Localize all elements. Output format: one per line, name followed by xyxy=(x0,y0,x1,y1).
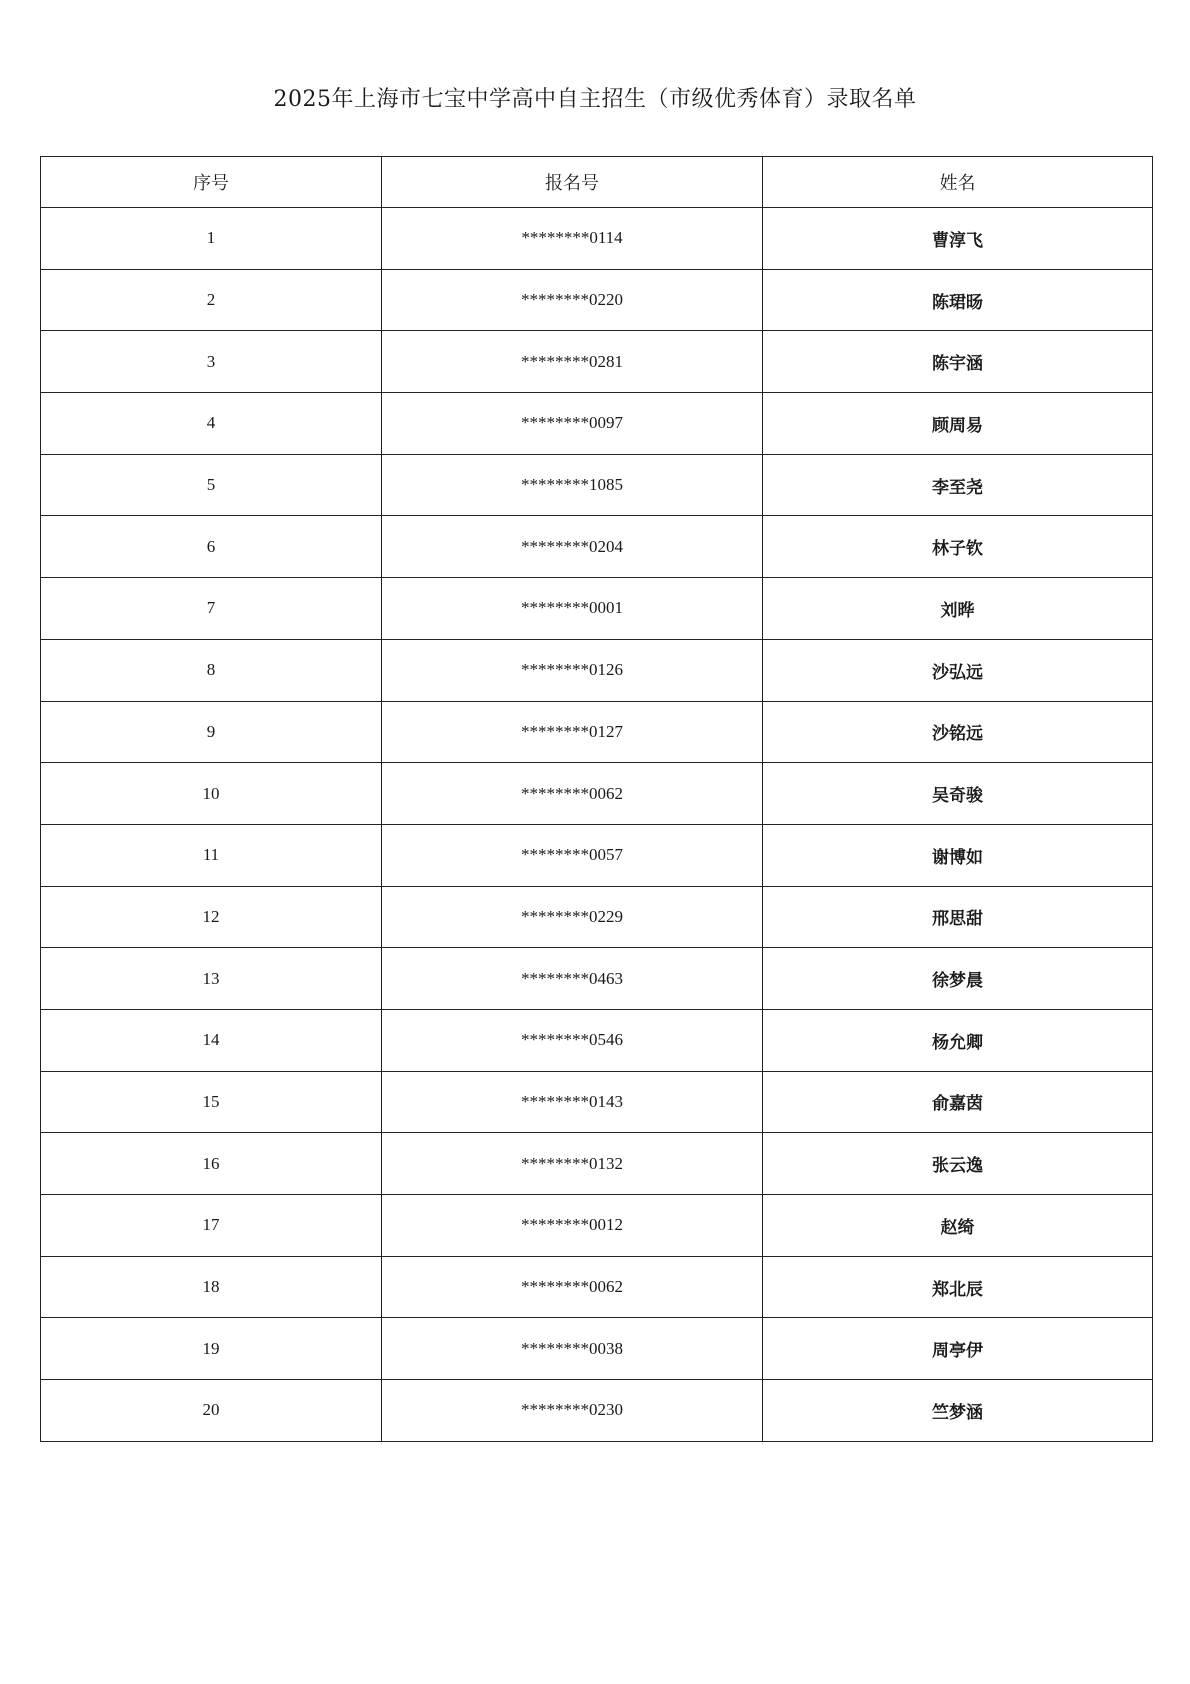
name-cell: 谢博如 xyxy=(763,824,1153,886)
seq-cell: 8 xyxy=(41,639,382,701)
seq-cell: 13 xyxy=(41,948,382,1010)
table-row xyxy=(41,948,1153,1010)
seq-cell: 16 xyxy=(41,1133,382,1195)
admission-table xyxy=(40,156,1153,1442)
table-row xyxy=(41,393,1153,455)
table-row xyxy=(41,331,1153,393)
name-cell: 张云逸 xyxy=(763,1133,1153,1195)
table-row xyxy=(41,763,1153,825)
seq-cell: 20 xyxy=(41,1380,382,1442)
seq-cell: 10 xyxy=(41,763,382,825)
regno-cell: ********0220 xyxy=(382,269,763,331)
name-cell: 李至尧 xyxy=(763,454,1153,516)
seq-cell: 5 xyxy=(41,454,382,516)
seq-cell: 12 xyxy=(41,886,382,948)
regno-cell: ********0143 xyxy=(382,1071,763,1133)
header-seq: 序号 xyxy=(41,157,382,208)
name-cell: 刘晔 xyxy=(763,578,1153,640)
name-cell: 俞嘉茵 xyxy=(763,1071,1153,1133)
name-cell: 陈宇涵 xyxy=(763,331,1153,393)
seq-cell: 1 xyxy=(41,208,382,270)
name-cell: 沙弘远 xyxy=(763,639,1153,701)
name-cell: 陈珺旸 xyxy=(763,269,1153,331)
seq-cell: 9 xyxy=(41,701,382,763)
table-row xyxy=(41,269,1153,331)
seq-cell: 2 xyxy=(41,269,382,331)
table-row xyxy=(41,516,1153,578)
seq-cell: 11 xyxy=(41,824,382,886)
table-row xyxy=(41,1380,1153,1442)
regno-cell: ********0463 xyxy=(382,948,763,1010)
regno-cell: ********0127 xyxy=(382,701,763,763)
table-row xyxy=(41,1256,1153,1318)
table-row xyxy=(41,1195,1153,1257)
table-body xyxy=(41,208,1153,1442)
name-cell: 吴奇骏 xyxy=(763,763,1153,825)
table-row xyxy=(41,886,1153,948)
regno-cell: ********0038 xyxy=(382,1318,763,1380)
name-cell: 赵绮 xyxy=(763,1195,1153,1257)
seq-cell: 15 xyxy=(41,1071,382,1133)
table-header-row xyxy=(41,157,1153,208)
name-cell: 竺梦涵 xyxy=(763,1380,1153,1442)
seq-cell: 17 xyxy=(41,1195,382,1257)
name-cell: 顾周易 xyxy=(763,393,1153,455)
name-cell: 杨允卿 xyxy=(763,1009,1153,1071)
name-cell: 林子钦 xyxy=(763,516,1153,578)
header-regno: 报名号 xyxy=(382,157,763,208)
seq-cell: 14 xyxy=(41,1009,382,1071)
regno-cell: ********0012 xyxy=(382,1195,763,1257)
table-row xyxy=(41,454,1153,516)
table-row xyxy=(41,578,1153,640)
regno-cell: ********0229 xyxy=(382,886,763,948)
regno-cell: ********1085 xyxy=(382,454,763,516)
seq-cell: 18 xyxy=(41,1256,382,1318)
regno-cell: ********0204 xyxy=(382,516,763,578)
table-row xyxy=(41,639,1153,701)
regno-cell: ********0062 xyxy=(382,763,763,825)
table-row xyxy=(41,208,1153,270)
header-name: 姓名 xyxy=(763,157,1153,208)
table-row xyxy=(41,1071,1153,1133)
regno-cell: ********0132 xyxy=(382,1133,763,1195)
name-cell: 邢思甜 xyxy=(763,886,1153,948)
seq-cell: 19 xyxy=(41,1318,382,1380)
regno-cell: ********0281 xyxy=(382,331,763,393)
seq-cell: 3 xyxy=(41,331,382,393)
regno-cell: ********0230 xyxy=(382,1380,763,1442)
name-cell: 曹淳飞 xyxy=(763,208,1153,270)
name-cell: 徐梦晨 xyxy=(763,948,1153,1010)
regno-cell: ********0062 xyxy=(382,1256,763,1318)
table-row xyxy=(41,1133,1153,1195)
regno-cell: ********0126 xyxy=(382,639,763,701)
seq-cell: 4 xyxy=(41,393,382,455)
name-cell: 郑北辰 xyxy=(763,1256,1153,1318)
regno-cell: ********0057 xyxy=(382,824,763,886)
table-row xyxy=(41,1009,1153,1071)
table-row xyxy=(41,701,1153,763)
name-cell: 沙铭远 xyxy=(763,701,1153,763)
name-cell: 周亭伊 xyxy=(763,1318,1153,1380)
regno-cell: ********0001 xyxy=(382,578,763,640)
table-row xyxy=(41,824,1153,886)
seq-cell: 6 xyxy=(41,516,382,578)
table-row xyxy=(41,1318,1153,1380)
regno-cell: ********0114 xyxy=(382,208,763,270)
page-title: 2025年上海市七宝中学高中自主招生（市级优秀体育）录取名单 xyxy=(273,87,917,112)
regno-cell: ********0097 xyxy=(382,393,763,455)
seq-cell: 7 xyxy=(41,578,382,640)
regno-cell: ********0546 xyxy=(382,1009,763,1071)
